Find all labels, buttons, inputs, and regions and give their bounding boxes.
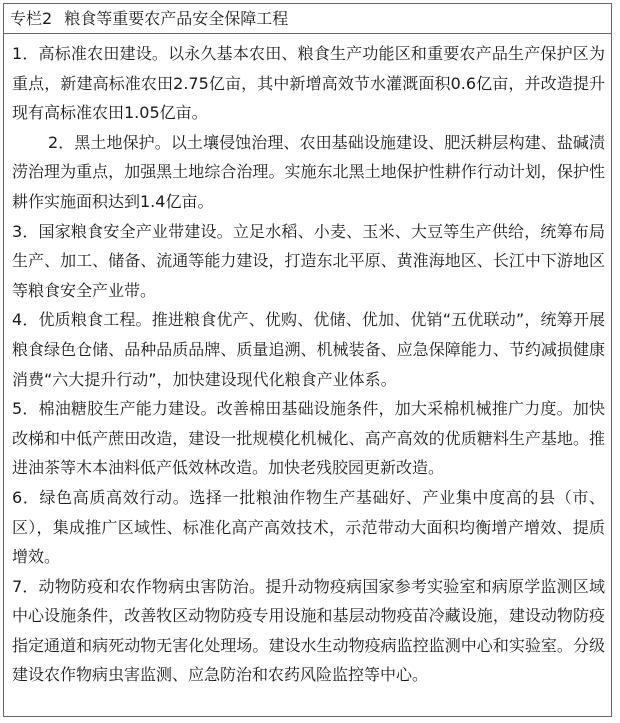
item-paragraph: 5．棉油糖胶生产能力建设。改善棉田基础设施条件，加大采棉机械推广力度。加快改梯和中低产蔗田改造，建设一批规模化机械化、高产高效的优质糖料生产基地。推进油茶等木本油料低产低效林改造。加快老残胶园更新改造。: [12, 399, 605, 478]
item-paragraph: 7．动物防疫和农作物病虫害防治。提升动物疫病国家参考实验室和病原学监测区域中心设施条件，改善牧区动物防疫专用设施和基层动物疫苗冷藏设施，建设动物防疫指定通道和病死动物无害化处理场。建设水生动物疫病监控监测中心和实验室。分级建设农作物病虫害监测、应急防治和农药风险监控等中心。: [12, 576, 605, 685]
column-content: [4, 34, 611, 690]
item-paragraph: 4．优质粮食工程。推进粮食优产、优购、优储、优加、优销“五优联动”，统筹开展粮食绿色仓储、品种品质品牌、质量追溯、机械装备、应急保障能力、节约减损健康消费“六大提升行动”，加快建设现代化粮食产业体系。: [12, 310, 605, 389]
column-header: [4, 4, 611, 34]
column-box: [3, 3, 612, 717]
item-paragraph: 2．黑土地保护。以土壤侵蚀治理、农田基础设施建设、肥沃耕层构建、盐碱渍涝治理为重点，加强黑土地综合治理。实施东北黑土地保护性耕作行动计划，保护性耕作实施面积达到1.4亿亩。: [12, 132, 605, 211]
column-label: 专栏2: [10, 9, 53, 28]
column-title: 粮食等重要农产品安全保障工程: [64, 9, 289, 28]
item-paragraph: 1．高标准农田建设。以永久基本农田、粮食生产功能区和重要农产品生产保护区为重点，新建高标准农田2.75亿亩，其中新增高效节水灌溉面积0.6亿亩，并改造提升现有高标准农田1.05亿亩。: [12, 44, 605, 123]
item-paragraph: 3．国家粮食安全产业带建设。立足水稻、小麦、玉米、大豆等生产供给，统筹布局生产、加工、储备、流通等能力建设，打造东北平原、黄淮海地区、长江中下游地区等粮食安全产业带。: [12, 221, 605, 300]
item-paragraph: 6．绿色高质高效行动。选择一批粮油作物生产基础好、产业集中度高的县（市、区），集成推广区域性、标准化高产高效技术，示范带动大面积均衡增产增效、提质增效。: [12, 487, 605, 567]
